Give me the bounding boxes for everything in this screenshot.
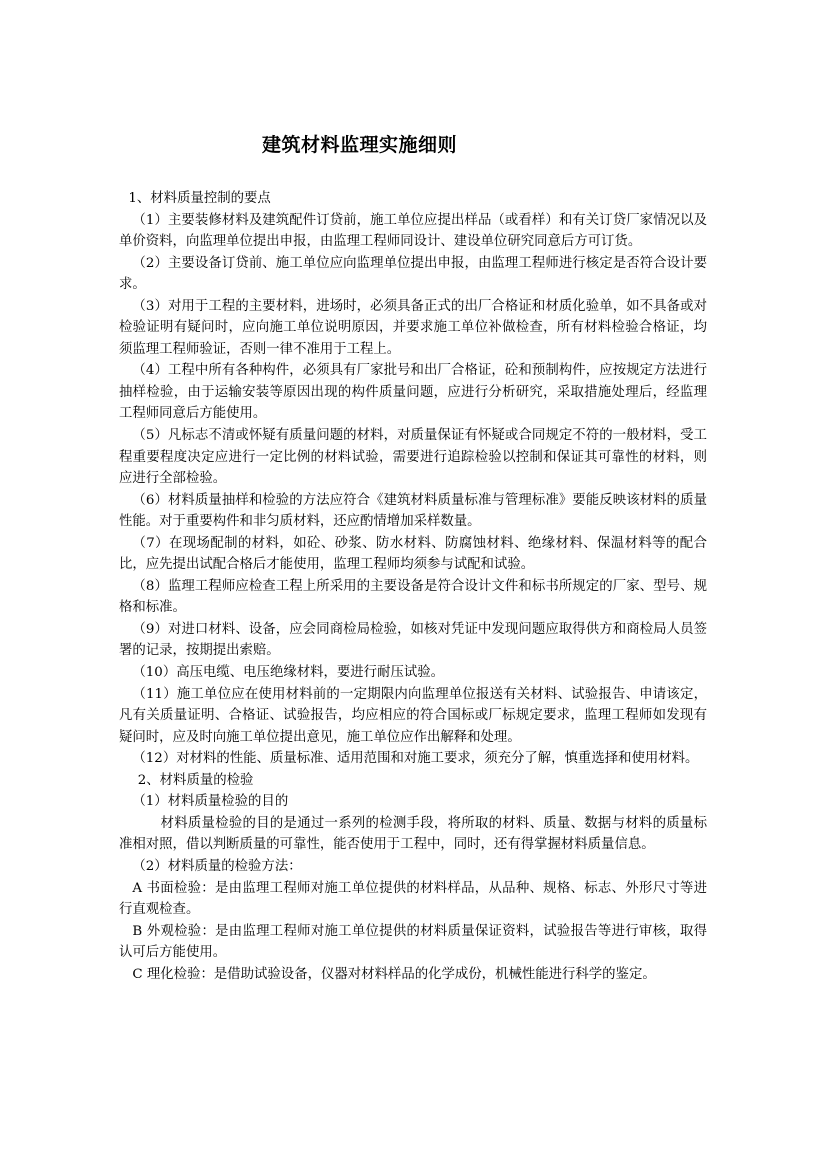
paragraph: （11）施工单位应在使用材料前的一定期限内向监理单位报送有关材料、试验报告、申请该定，凡有关质量证明、合格证、试验报告，均应相应的符合国标或厂标规定要求，监理工程师如发现有疑问时，应及时向施工单位提出意见，施工单位应作出解释和处理。 [119,686,707,745]
paragraph: （8）监理工程师应检查工程上所采用的主要设备是符合设计文件和标书所规定的厂家、型号、规格和标准。 [119,578,707,616]
paragraph: B 外观检验：是由监理工程师对施工单位提供的材料质量保证资料，试验报告等进行审核，取得认可后方能使用。 [119,923,707,961]
paragraph: （2）主要设备订贷前、施工单位应向监理单位提出申报，由监理工程师进行核定是否符合设计要求。 [119,255,707,293]
paragraph: （12）对材料的性能、质量标准、适用范围和对施工要求，须充分了解，慎重选择和使用材料。 [132,751,699,767]
document-body [119,188,707,985]
document-title: 建筑材料监理实施细则 [262,134,458,156]
section-heading: 2、材料质量的检验 [137,772,254,788]
subsection-heading: （2）材料质量的检验方法： [132,858,302,874]
paragraph: （7）在现场配制的材料，如砼、砂浆、防水材料、防腐蚀材料、绝缘材料、保温材料等的配合比，应先提出试配合格后才能使用，监理工程师均须参与试配和试验。 [119,535,707,573]
paragraph: C 理化检验：是借助试验设备，仪器对材料样品的化学成份，机械性能进行科学的鉴定。 [132,966,656,982]
subsection-heading: （1）材料质量检验的目的 [132,794,289,810]
paragraph: （5）凡标志不清或怀疑有质量问题的材料，对质量保证有怀疑或合同规定不符的一般材料，受工程重要程度决定应进行一定比例的材料试验，需要进行追踪检验以控制和保证其可靠性的材料，则应进行全部检验。 [119,428,707,487]
paragraph: 材料质量检验的目的是通过一系列的检测手段，将所取的材料、质量、数据与材料的质量标准相对照，借以判断质量的可靠性，能否使用于工程中，同时，还有得掌握材料质量信息。 [119,815,707,853]
paragraph: （3）对用于工程的主要材料，进场时，必须具备正式的出厂合格证和材质化验单，如不具备或对检验证明有疑问时，应向施工单位说明原因，并要求施工单位补做检查，所有材料检验合格证，均须监理工程师验证，否则一律不准用于工程上。 [119,298,707,357]
section-heading: 1、材料质量控制的要点 [128,191,271,206]
paragraph: （6）材料质量抽样和检验的方法应符合《建筑材料质量标准与管理标准》要能反映该材料的质量性能。对于重要构件和非匀质材料，还应酌情增加采样数量。 [119,492,707,530]
paragraph: （4）工程中所有各种构件，必须具有厂家批号和出厂合格证，砼和预制构件，应按规定方法进行抽样检验，由于运输安装等原因出现的构件质量问题，应进行分析研究，采取措施处理后，经监理工程师同意后方能使用。 [119,363,707,422]
paragraph: （1）主要装修材料及建筑配件订贷前，施工单位应提出样品（或看样）和有关订贷厂家情况以及单价资料，向监理单位提出申报，由监理工程师同设计、建设单位研究同意后方可订货。 [119,212,707,250]
paragraph: （9）对进口材料、设备，应会同商检局检验，如核对凭证中发现问题应取得供方和商检局人员签署的记录，按期提出索赔。 [119,621,707,659]
paragraph: （10）高压电缆、电压绝缘材料，要进行耐压试验。 [132,665,445,681]
paragraph: A 书面检验：是由监理工程师对施工单位提供的材料样品，从品种、规格、标志、外形尺寸等进行直观检查。 [119,880,707,918]
